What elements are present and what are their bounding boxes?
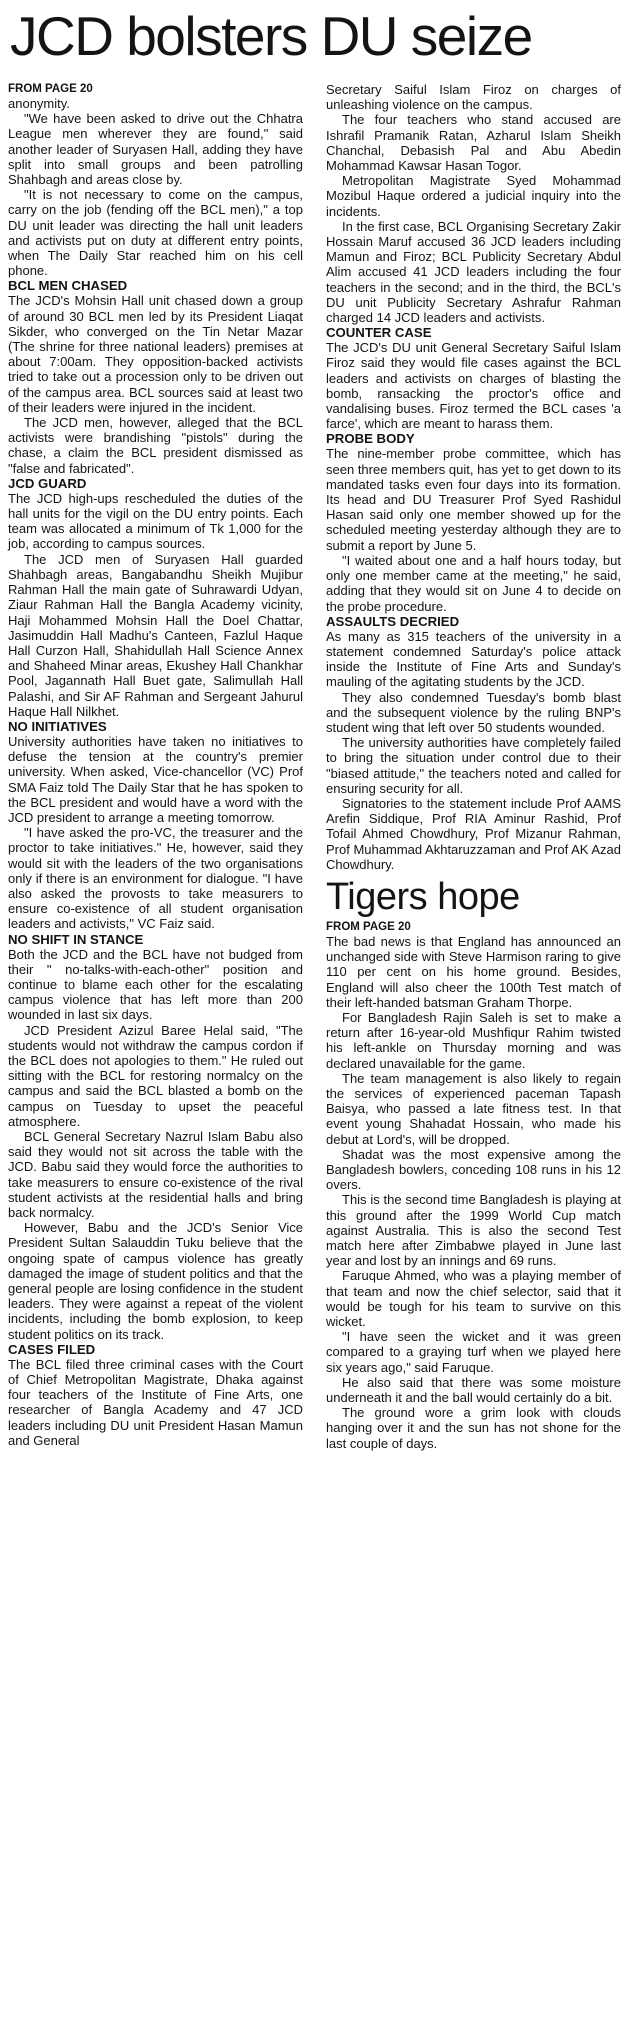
body-paragraph: "I waited about one and a half hours today, but only one member came at the meeting," he said, adding that they would sit on June 4 to decide on the probe procedure. [326, 552, 621, 614]
body-paragraph: The ground wore a grim look with clouds hanging over it and the sun has not shone for the last couple of days. [326, 1405, 621, 1451]
body-paragraph: anonymity. [8, 96, 70, 111]
body-paragraph: However, Babu and the JCD's Senior Vice President Sultan Salauddin Tuku believe that the ongoing spate of campus violence has greatly damaged the image of student politics and that the general people are losing confidence in the student leaders. They were against a repeat of the violent incidents, including the bomb explosion, to keep student politics on its track. [8, 1220, 303, 1342]
section-subhead: COUNTER CASE [326, 325, 432, 341]
body-paragraph: The BCL filed three criminal cases with the Court of Chief Metropolitan Magistrate, Dhaka against four teachers of the Institute of Fine Arts, one researcher of Bangla Academy and 47 JCD leaders including DU unit President Hasan Mamun and General [8, 1356, 303, 1448]
body-paragraph: University authorities have taken no initiatives to defuse the tension at the country's premier university. When asked, Vice-chancellor (VC) Prof SMA Faiz told The Daily Star that he has spoken to the BCL president and would have a word with the JCD president to arrange a meeting tomorrow. [8, 733, 303, 825]
body-paragraph: Metropolitan Magistrate Syed Mohammad Mozibul Haque ordered a judicial inquiry into the incidents. [326, 173, 621, 219]
body-paragraph: Signatories to the statement include Prof AAMS Arefin Siddique, Prof RIA Aminur Rashid, Prof Tofail Ahmed Chowdhury, Prof Mizanur Rahman, Prof Muhammad Akhtaruzzaman and Prof AK Azad Chowdhury. [326, 795, 621, 872]
section-subhead: JCD GUARD [8, 475, 87, 491]
body-paragraph: Both the JCD and the BCL have not budged from their " no-talks-with-each-other" position and continue to blame each other for the escalating campus violence that has left more than 200 wounded in last six days. [8, 946, 303, 1023]
page-headline: JCD bolsters DU seize [10, 5, 532, 67]
body-paragraph: The team management is also likely to regain the services of experienced paceman Tapash Baisya, who passed a late fitness test. In that event young Shahadat Hossain, who made his debut at Lord's, will be dropped. [326, 1070, 621, 1147]
body-paragraph: This is the second time Bangladesh is playing at this ground after the 1999 World Cup match against Australia. This is also the second Test match here after Zimbabwe played in June last year and lost by an innings and 69 runs. [326, 1192, 621, 1269]
section-subhead: NO INITIATIVES [8, 718, 107, 734]
body-paragraph: The JCD's DU unit General Secretary Saiful Islam Firoz said they would file cases against the BCL leaders and activists on charges of blasting the bomb, ransacking the proctor's office and vandalising buses. Firoz termed the BCL cases 'a farce', which are meant to harass them. [326, 340, 621, 432]
section-subhead: NO SHIFT IN STANCE [8, 931, 144, 947]
body-paragraph: Secretary Saiful Islam Firoz on charges of unleashing violence on the campus. [326, 82, 621, 113]
body-paragraph: The JCD men of Suryasen Hall guarded Shahbagh areas, Bangabandhu Sheikh Mujibur Rahman Hall the main gate of Suhrawardi Udyan, Ziaur Rahman Hall the Bangla Academy vicinity, Haji Mohammed Mohsin Hall the Doel Chattar, Jasimuddin Hall Madhu's Canteen, Fazlul Haque Hall Curzon Hall, Shahidullah Hall Science Annex and Shaheed Minar areas, Ekushey Hall Chankhar Pool, Jagannath Hall Buet gate, Salimullah Hall Palashi, and Sir AF Rahman and Sergeant Jahurul Haque Hall Nilkhet. [8, 551, 303, 719]
section-subhead: BCL MEN CHASED [8, 278, 128, 294]
section-subhead: ASSAULTS DECRIED [326, 613, 460, 629]
article-column-left [8, 82, 303, 1448]
body-paragraph: The JCD's Mohsin Hall unit chased down a group of around 30 BCL men led by its President Liaqat Sikder, who converged on the Tin Netar Mazar (The shrine for three national leaders) premises at about 7:00am. They opposition-backed activists tried to take out a procession only to be driven out of the campus area. BCL sources said at least two of their leaders were injured in the incident. [8, 293, 303, 415]
body-paragraph: "I have asked the pro-VC, the treasurer and the proctor to take initiatives." He, however, said they would sit with the leaders of the two organisations only if there is an environment for dialogue. "I have also asked the provosts to take measurers to ensure co-existence of all student organisation leaders and activists," VC Faiz said. [8, 825, 303, 932]
body-paragraph: The JCD high-ups rescheduled the duties of the hall units for the vigil on the DU entry points. Each team was allocated a minimum of Tk 1,000 for the job, according to campus sources. [8, 490, 303, 552]
section-subhead: CASES FILED [8, 1341, 96, 1357]
body-paragraph: Shadat was the most expensive among the Bangladesh bowlers, conceding 108 runs in his 12 overs. [326, 1146, 621, 1193]
article-column-right [326, 82, 621, 1451]
body-paragraph: He also said that there was some moisture underneath it and the ball would certainly do a bit. [326, 1374, 621, 1406]
body-paragraph: "I have seen the wicket and it was green compared to a graying turf when we played here six years ago," said Faruque. [326, 1329, 621, 1375]
body-paragraph: "We have been asked to drive out the Chhatra League men wherever they are found," said another leader of Suryasen Hall, adding they have split into small groups and been patrolling Shahbagh and areas close by. [8, 111, 303, 188]
body-paragraph: "It is not necessary to come on the campus, carry on the job (fending off the BCL men)," a top DU unit leader was directing the hall unit leaders and activists put on duty at different entry points, when The Daily Star reached him on his cell phone. [8, 187, 303, 279]
body-paragraph: BCL General Secretary Nazrul Islam Babu also said they would not sit across the table with the JCD. Babu said they would force the authorities to take measurers to ensure co-existence of the rival student activists at the residential halls and bring back normalcy. [8, 1129, 303, 1221]
body-paragraph: The JCD men, however, alleged that the BCL activists were brandishing "pistols" during the chase, a claim the BCL president dismissed as "false and fabricated". [8, 415, 303, 476]
dateline: FROM PAGE 20 [8, 83, 93, 95]
body-paragraph: The university authorities have completely failed to bring the situation under control due to their "biased attitude," the teachers noted and called for ensuring security for all. [326, 735, 621, 796]
body-paragraph: JCD President Azizul Baree Helal said, "The students would not withdraw the campus cordon if the BCL does not apologies to them." He ruled out sitting with the BCL for restoring normalcy on the campus and said the BCL blasted a bomb on the campus on Tuesday to upset the peaceful atmosphere. [8, 1022, 303, 1129]
secondary-headline: Tigers hope [326, 875, 520, 918]
body-paragraph: In the first case, BCL Organising Secretary Zakir Hossain Maruf accused 36 JCD leaders including Mamun and Firoz; BCL Publicity Secretary Abdul Alim accused 41 JCD leaders including the four teachers in the second; and in the third, the BCL's DU unit Publicity Secretary Ashrafur Rahman charged 14 JCD leaders and activists. [326, 218, 621, 326]
body-paragraph: For Bangladesh Rajin Saleh is set to make a return after 16-year-old Mushfiqur Rahim twisted his left-ankle on Thursday morning and was declared unavailable for the game. [326, 1009, 621, 1071]
body-paragraph: Faruque Ahmed, who was a playing member of that team and now the chief selector, said that it would be tough for his team to survive on this wicket. [326, 1268, 621, 1330]
body-paragraph: The nine-member probe committee, which has seen three members quit, has yet to get down to its mandated tasks even four days into its formation. Its head and DU Treasurer Prof Syed Rashidul Hasan said only one member showed up for the scheduled meeting yesterday although they are to submit a report by June 5. [326, 446, 621, 553]
body-paragraph: The four teachers who stand accused are Ishrafil Pramanik Ratan, Azharul Islam Sheikh Chanchal, Debasish Pal and Abu Abedin Mohammad Kawsar Hasan Togor. [326, 112, 621, 174]
body-paragraph: The bad news is that England has announced an unchanged side with Steve Harmison raring to give 110 per cent on his home ground. Besides, England will also cheer the 100th Test match of their left-handed batsman Graham Thorpe. [326, 933, 621, 1010]
body-paragraph: As many as 315 teachers of the university in a statement condemned Saturday's police attack inside the Institute of Fine Arts and Sunday's mauling of the agitating students by the JCD. [326, 628, 621, 690]
dateline: FROM PAGE 20 [326, 920, 411, 933]
section-subhead: PROBE BODY [326, 431, 415, 447]
body-paragraph: They also condemned Tuesday's bomb blast and the subsequent violence by the ruling BNP's student wing that left over 50 students wounded. [326, 689, 621, 735]
